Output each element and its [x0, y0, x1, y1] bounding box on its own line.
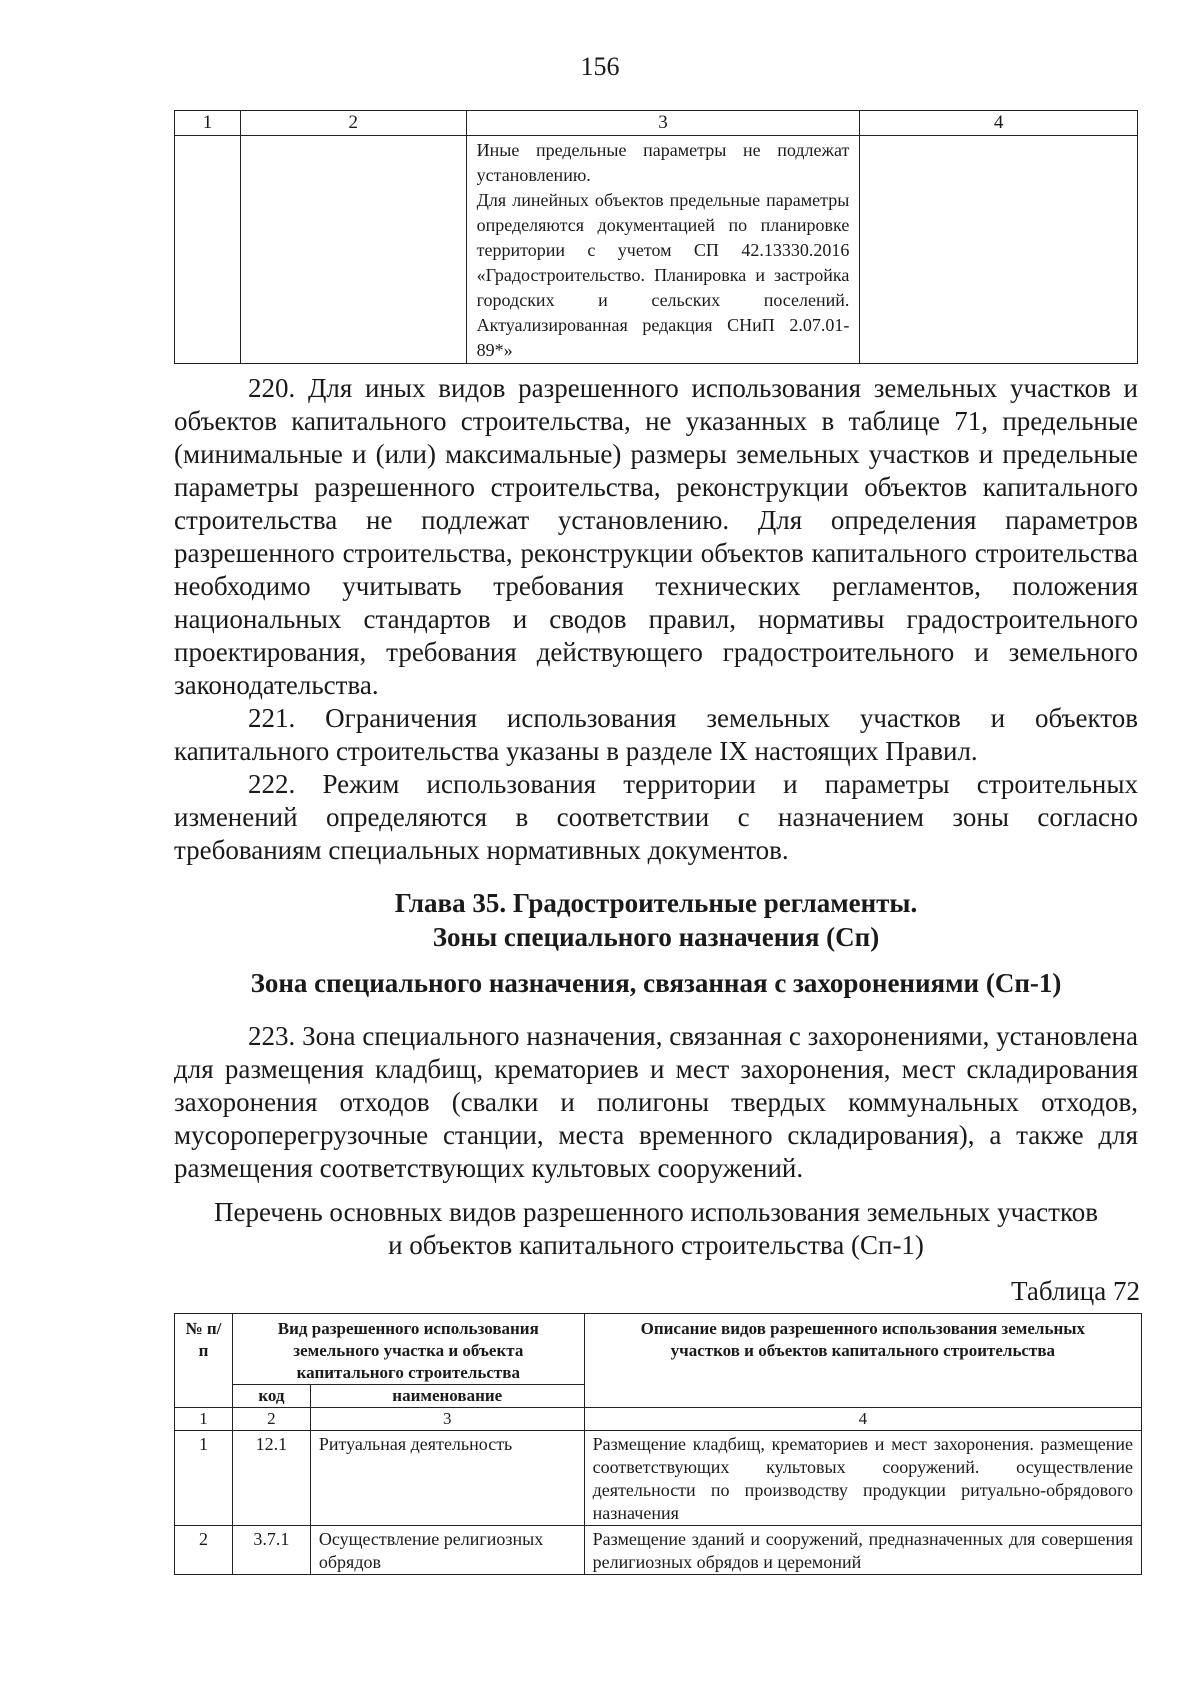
table-row [175, 136, 1138, 364]
paragraph-223: 223. Зона специального назначения, связанная с захоронениями, установлена для размещения кладбищ, крематориев и мест захоронения, мест складирования захоронения отходов (свалки и полигоны твердых коммунальных отходов, мусороперегрузочные станции, места временного складирования), а также для размещения соответствующих культовых сооружений. [174, 1021, 1138, 1183]
header-number: № п/п [175, 1314, 233, 1408]
row-description: Размещение зданий и сооружений, предназначенных для совершения религиозных обрядов и церемоний [584, 1526, 1141, 1575]
row-name: Осуществление религиозных обрядов [310, 1526, 584, 1575]
header-code: код [232, 1385, 310, 1408]
column-number: 4 [860, 111, 1138, 136]
table-cell [240, 136, 466, 364]
header-description: Описание видов разрешенного использования земельных участков и объектов капитального строительства [584, 1314, 1141, 1408]
table-72 [174, 1313, 1142, 1575]
paragraph-block [174, 1020, 1138, 1185]
parameters-cell [466, 136, 860, 364]
page-number: 156 [580, 52, 620, 81]
table-cell [175, 136, 241, 364]
column-numbers-row [175, 1408, 1142, 1431]
continuation-table [174, 110, 1138, 364]
table-header-row [175, 1314, 1142, 1385]
column-number: 1 [175, 111, 241, 136]
table-cell [860, 136, 1138, 364]
header-name: наименование [310, 1385, 584, 1408]
column-number: 2 [232, 1408, 310, 1431]
list-title-line: и объектов капитального строительства (Сп-1) [388, 1230, 924, 1260]
list-title-line: Перечень основных видов разрешенного использования земельных участков [214, 1197, 1098, 1227]
chapter-subtitle: Зоны специального назначения (Сп) [432, 922, 880, 952]
row-number: 2 [175, 1526, 233, 1575]
zone-heading: Зона специального назначения, связанная с захоронениями (Сп-1) [250, 968, 1062, 998]
table-row [175, 1526, 1142, 1575]
cell-text: Иные предельные параметры не подлежат установлению. [476, 140, 850, 185]
column-number: 1 [175, 1408, 233, 1431]
row-code: 12.1 [232, 1431, 310, 1526]
row-code: 3.7.1 [232, 1526, 310, 1575]
column-number: 2 [240, 111, 466, 136]
header-kind: Вид разрешенного использования земельного участка и объекта капитального строительства [232, 1314, 584, 1385]
row-description: Размещение кладбищ, крематориев и мест захоронения. размещение соответствующих культовых сооружений. осуществление деятельности по производству продукции ритуально-обрядового назначения [584, 1431, 1141, 1526]
paragraph-block [174, 372, 1138, 867]
column-number: 4 [584, 1408, 1141, 1431]
paragraph-220: 220. Для иных видов разрешенного использования земельных участков и объектов капитального строительства, не указанных в таблице 71, предельные (минимальные и (или) максимальные) размеры земельных участков и предельные параметры разрешенного строительства, реконструкции объектов капитального строительства не подлежат установлению. Для определения параметров разрешенного строительства, реконструкции объектов капитального строительства необходимо учитывать требования технических регламентов, положения национальных стандартов и сводов правил, нормативы градостроительного проектирования, требования действующего градостроительного и земельного законодательства. [174, 373, 1138, 700]
list-title [174, 1196, 1138, 1262]
table-header-row [175, 111, 1138, 136]
row-name: Ритуальная деятельность [310, 1431, 584, 1526]
paragraph-222: 222. Режим использования территории и параметры строительных изменений определяются в соответствии с назначением зоны согласно требованиям специальных нормативных документов. [174, 769, 1138, 865]
cell-text: Для линейных объектов предельные параметры определяются документацией по планировке территории с учетом СП 42.13330.2016 «Градостроительство. Планировка и застройка городских и сельских поселений. Актуализированная редакция СНиП 2.07.01-89*» [476, 190, 850, 360]
chapter-heading [174, 886, 1138, 954]
column-number: 3 [310, 1408, 584, 1431]
paragraph-221: 221. Ограничения использования земельных участков и объектов капитального строительства указаны в разделе IX настоящих Правил. [174, 703, 1138, 766]
chapter-title: Глава 35. Градостроительные регламенты. [394, 888, 918, 918]
column-number: 3 [466, 111, 860, 136]
table-row [175, 1431, 1142, 1526]
row-number: 1 [175, 1431, 233, 1526]
table-label: Таблица 72 [1011, 1276, 1140, 1306]
